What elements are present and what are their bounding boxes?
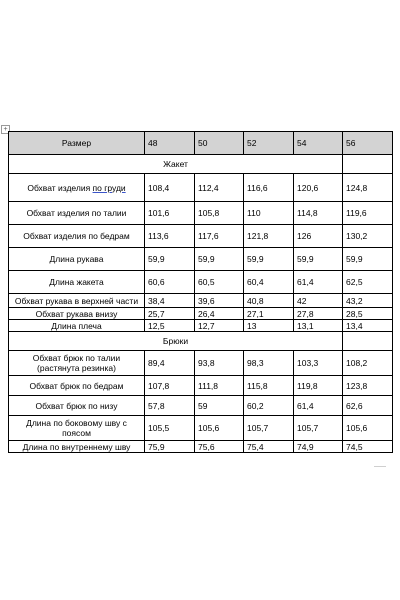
table-row	[9, 376, 393, 396]
measurement-value: 60,4	[244, 271, 294, 294]
table-body	[9, 155, 393, 453]
measurement-value: 59,9	[145, 248, 195, 271]
measurement-value: 74,9	[294, 441, 343, 453]
measurement-label-part: по груди	[92, 182, 126, 193]
measurement-value: 62,6	[343, 396, 393, 416]
measurement-value: 116,6	[244, 174, 294, 202]
table-row	[9, 271, 393, 294]
measurement-value: 113,6	[145, 225, 195, 248]
measurement-value: 59,9	[195, 248, 244, 271]
measurement-value: 107,8	[145, 376, 195, 396]
measurement-value: 98,3	[244, 351, 294, 376]
measurement-value: 89,4	[145, 351, 195, 376]
measurement-label: Обхват брюк по низу	[9, 396, 145, 416]
measurement-value: 117,6	[195, 225, 244, 248]
header-size-48: 48	[145, 132, 195, 155]
header-size-56: 56	[343, 132, 393, 155]
measurement-value: 61,4	[294, 271, 343, 294]
measurement-label: Обхват рукава в верхней части	[9, 294, 145, 308]
measurement-label: Длина по внутреннему шву	[9, 441, 145, 453]
measurement-value: 93,8	[195, 351, 244, 376]
measurement-value: 13,4	[343, 320, 393, 332]
section-title: Жакет	[9, 155, 343, 174]
measurement-value: 115,8	[244, 376, 294, 396]
measurement-value: 61,4	[294, 396, 343, 416]
divider-mark	[374, 466, 386, 467]
size-chart-table	[8, 131, 393, 453]
table-row	[9, 202, 393, 225]
section-blank-cell	[343, 155, 393, 174]
measurement-value: 119,6	[343, 202, 393, 225]
measurement-value: 111,8	[195, 376, 244, 396]
measurement-value: 59,9	[343, 248, 393, 271]
measurement-value: 27,8	[294, 308, 343, 320]
measurement-value: 60,2	[244, 396, 294, 416]
header-size-label: Размер	[9, 132, 145, 155]
section-row	[9, 332, 393, 351]
measurement-label: Обхват рукава внизу	[9, 308, 145, 320]
measurement-value: 39,6	[195, 294, 244, 308]
section-blank-cell	[343, 332, 393, 351]
measurement-value: 110	[244, 202, 294, 225]
measurement-value: 57,8	[145, 396, 195, 416]
measurement-value: 75,6	[195, 441, 244, 453]
measurement-value: 74,5	[343, 441, 393, 453]
table-row	[9, 308, 393, 320]
measurement-label: Обхват изделия по бедрам	[9, 225, 145, 248]
table-row	[9, 248, 393, 271]
measurement-value: 13	[244, 320, 294, 332]
measurement-value: 38,4	[145, 294, 195, 308]
measurement-label: Длина жакета	[9, 271, 145, 294]
measurement-label: Обхват брюк по талии (растянута резинка)	[9, 351, 145, 376]
measurement-label: Длина по боковому шву с поясом	[9, 416, 145, 441]
measurement-value: 13,1	[294, 320, 343, 332]
measurement-value: 28,5	[343, 308, 393, 320]
measurement-label	[9, 174, 145, 202]
measurement-value: 59	[195, 396, 244, 416]
measurement-value: 59,9	[244, 248, 294, 271]
measurement-value: 60,6	[145, 271, 195, 294]
measurement-value: 123,8	[343, 376, 393, 396]
measurement-value: 27,1	[244, 308, 294, 320]
measurement-value: 108,2	[343, 351, 393, 376]
table-row	[9, 396, 393, 416]
table-move-handle-icon[interactable]: +	[1, 125, 10, 134]
measurement-label: Длина рукава	[9, 248, 145, 271]
measurement-value: 114,8	[294, 202, 343, 225]
measurement-label: Обхват брюк по бедрам	[9, 376, 145, 396]
measurement-value: 75,9	[145, 441, 195, 453]
measurement-value: 105,5	[145, 416, 195, 441]
measurement-value: 105,6	[195, 416, 244, 441]
measurement-value: 62,5	[343, 271, 393, 294]
measurement-value: 42	[294, 294, 343, 308]
measurement-label: Длина плеча	[9, 320, 145, 332]
header-size-54: 54	[294, 132, 343, 155]
measurement-value: 59,9	[294, 248, 343, 271]
table-row	[9, 351, 393, 376]
measurement-value: 60,5	[195, 271, 244, 294]
table-row	[9, 174, 393, 202]
measurement-value: 130,2	[343, 225, 393, 248]
measurement-value: 105,7	[244, 416, 294, 441]
measurement-value: 108,4	[145, 174, 195, 202]
measurement-value: 101,6	[145, 202, 195, 225]
measurement-value: 105,7	[294, 416, 343, 441]
measurement-value: 105,8	[195, 202, 244, 225]
measurement-value: 112,4	[195, 174, 244, 202]
measurement-value: 121,8	[244, 225, 294, 248]
measurement-value: 120,6	[294, 174, 343, 202]
measurement-value: 119,8	[294, 376, 343, 396]
table-row	[9, 294, 393, 308]
measurement-value: 103,3	[294, 351, 343, 376]
measurement-value: 43,2	[343, 294, 393, 308]
header-size-50: 50	[195, 132, 244, 155]
table-row	[9, 225, 393, 248]
measurement-label-part: Обхват изделия	[27, 182, 93, 193]
measurement-value: 105,6	[343, 416, 393, 441]
measurement-value: 40,8	[244, 294, 294, 308]
measurement-label: Обхват изделия по талии	[9, 202, 145, 225]
table-row	[9, 416, 393, 441]
table-row	[9, 441, 393, 453]
header-size-52: 52	[244, 132, 294, 155]
measurement-value: 25,7	[145, 308, 195, 320]
section-row	[9, 155, 393, 174]
section-title: Брюки	[9, 332, 343, 351]
measurement-value: 12,7	[195, 320, 244, 332]
measurement-value: 75,4	[244, 441, 294, 453]
measurement-value: 12,5	[145, 320, 195, 332]
table-header-row	[9, 132, 393, 155]
measurement-value: 26,4	[195, 308, 244, 320]
table-row	[9, 320, 393, 332]
measurement-value: 124,8	[343, 174, 393, 202]
measurement-value: 126	[294, 225, 343, 248]
